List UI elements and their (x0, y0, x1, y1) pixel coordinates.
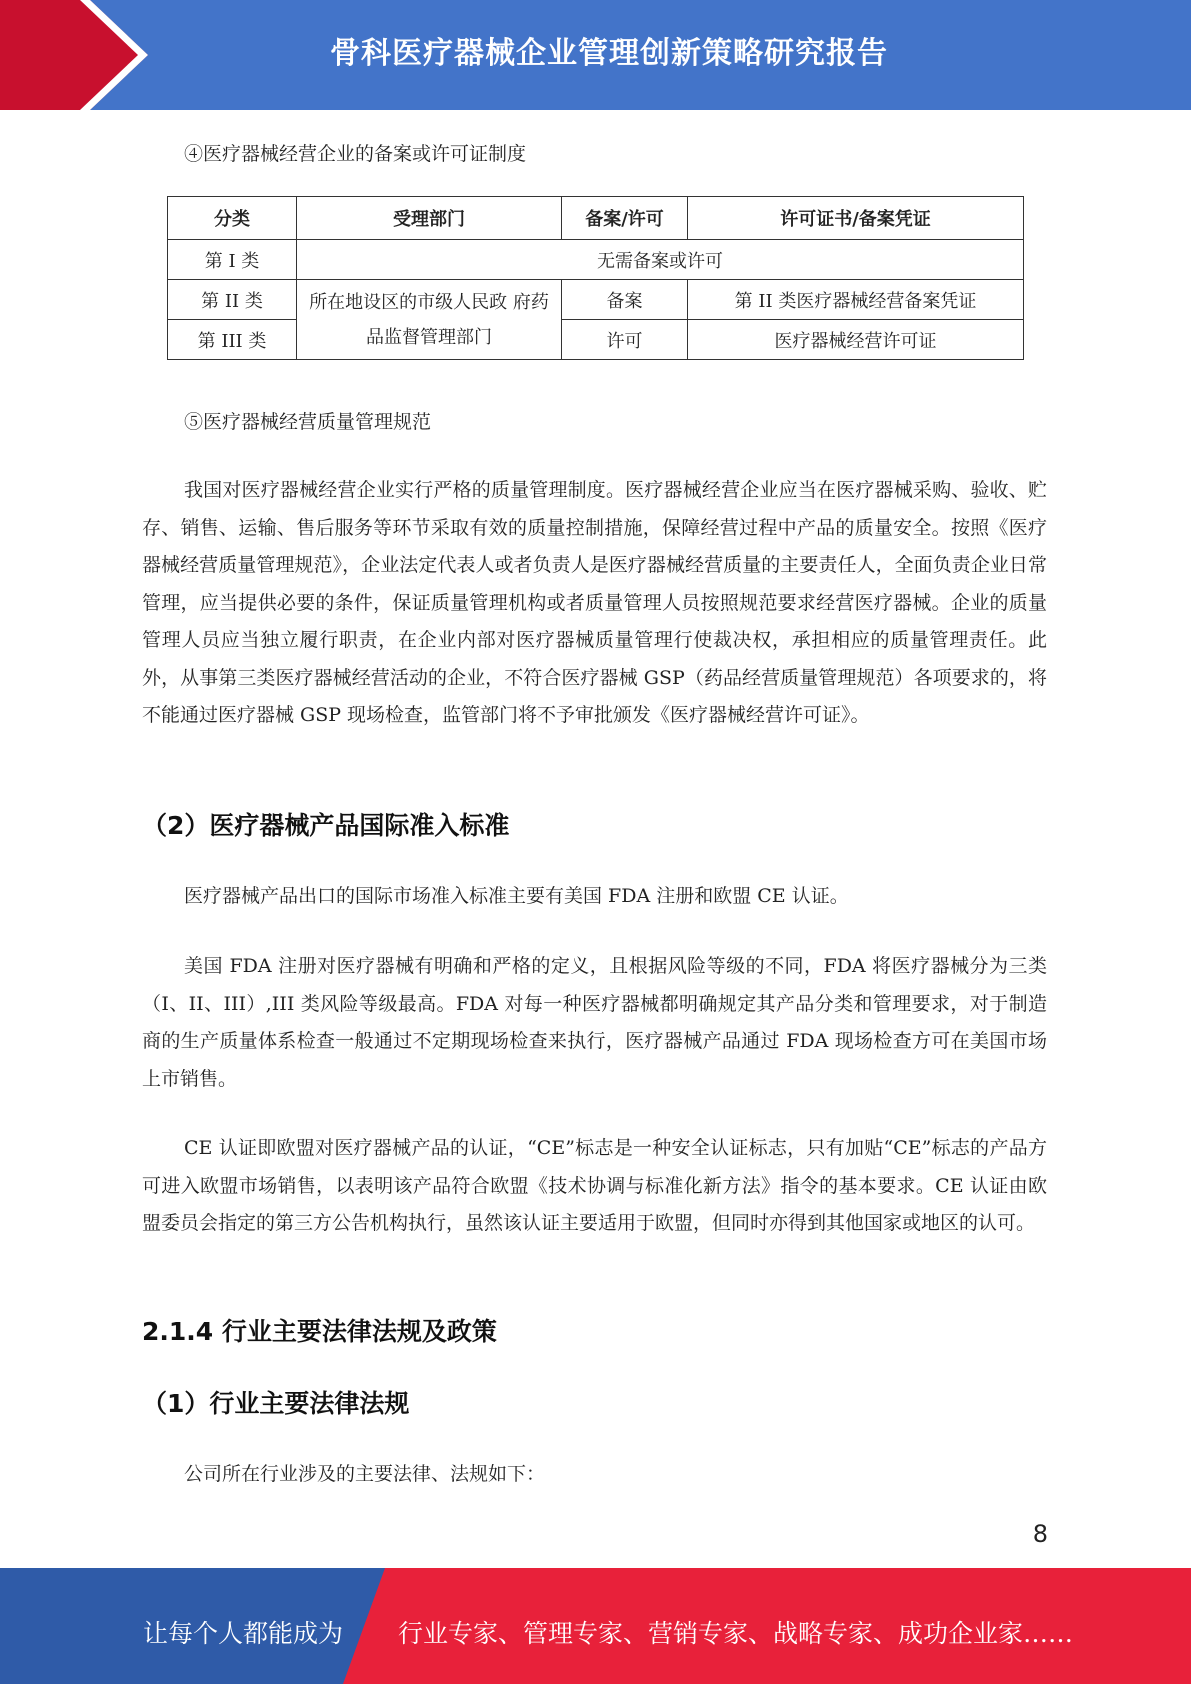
table-cell-certificate: 医疗器械经营许可证 (688, 320, 1024, 360)
section-heading-laws: （1）行业主要法律法规 (142, 1389, 410, 1418)
table-header-certificate: 许可证书/备案凭证 (688, 197, 1024, 240)
section-heading-intl-standards: （2）医疗器械产品国际准入标准 (142, 811, 510, 840)
page-footer (0, 1568, 1191, 1684)
license-table (167, 196, 1024, 360)
table-cell-type: 许可 (562, 320, 688, 360)
fda-paragraph: 美国 FDA 注册对医疗器械有明确和严格的定义，且根据风险等级的不同，FDA 将医疗器械分为三类（I、II、III）,III 类风险等级最高。FDA 对每一种医疗器械都明确规定其产品分类和管理要求，对于制造商的生产质量体系检查一般通过不定期现场检查来执行，医疗器械产品通过 FDA 现场检查方可在美国市场上市销售。 (142, 955, 1047, 1090)
table-cell-category: 第 II 类 (168, 280, 297, 320)
table-header-category: 分类 (168, 197, 297, 240)
page-header (0, 0, 1191, 110)
laws-paragraph: 公司所在行业涉及的主要法律、法规如下： (184, 1463, 546, 1485)
ce-paragraph: CE 认证即欧盟对医疗器械产品的认证，“CE”标志是一种安全认证标志，只有加贴“CE”标志的产品方可进入欧盟市场销售，以表明该产品符合欧盟《技术协调与标准化新方法》指令的基本要求。CE 认证由欧盟委员会指定的第三方公告机构执行，虽然该认证主要适用于欧盟，但同时亦得到其他国家或地区的认可。 (142, 1137, 1047, 1234)
footer-slogan-right: 行业专家、管理专家、营销专家、战略专家、成功企业家…… (398, 1619, 1074, 1648)
table-cell-type: 备案 (562, 280, 688, 320)
table-cell-category: 第 III 类 (168, 320, 297, 360)
table-header-department: 受理部门 (297, 197, 562, 240)
page-number: 8 (1032, 1520, 1048, 1548)
report-title: 骨科医疗器械企业管理创新策略研究报告 (330, 36, 888, 71)
table-cell-department: 所在地设区的市级人民政 府药品监督管理部门 (297, 280, 562, 360)
section-heading-2-1-4: 2.1.4 行业主要法律法规及政策 (142, 1317, 497, 1346)
table-row (168, 320, 1024, 360)
table-row (168, 240, 1024, 280)
table-cell-merged: 无需备案或许可 (297, 240, 1024, 280)
table-cell-certificate: 第 II 类医疗器械经营备案凭证 (688, 280, 1024, 320)
table-header-type: 备案/许可 (562, 197, 688, 240)
table-cell-category: 第 I 类 (168, 240, 297, 280)
footer-slogan-left: 让每个人都能成为 (143, 1619, 344, 1648)
intl-paragraph: 医疗器械产品出口的国际市场准入标准主要有美国 FDA 注册和欧盟 CE 认证。 (184, 885, 849, 907)
quality-paragraph: 我国对医疗器械经营企业实行严格的质量管理制度。医疗器械经营企业应当在医疗器械采购、验收、贮存、销售、运输、售后服务等环节采取有效的质量控制措施，保障经营过程中产品的质量安全。按照《医疗器械经营质量管理规范》，企业法定代表人或者负责人是医疗器械经营质量的主要责任人，全面负责企业日常管理，应当提供必要的条件，保证质量管理机构或者质量管理人员按照规范要求经营医疗器械。企业的质量管理人员应当独立履行职责，在企业内部对医疗器械质量管理行使裁决权，承担相应的质量管理责任。此外，从事第三类医疗器械经营活动的企业，不符合医疗器械 GSP（药品经营质量管理规范）各项要求的，将不能通过医疗器械 GSP 现场检查，监管部门将不予审批颁发《医疗器械经营许可证》。 (142, 479, 1047, 726)
table-row (168, 280, 1024, 320)
item4-heading: ④医疗器械经营企业的备案或许可证制度 (184, 143, 527, 165)
item5-heading: ⑤医疗器械经营质量管理规范 (184, 411, 432, 433)
table-header-row (168, 197, 1024, 240)
